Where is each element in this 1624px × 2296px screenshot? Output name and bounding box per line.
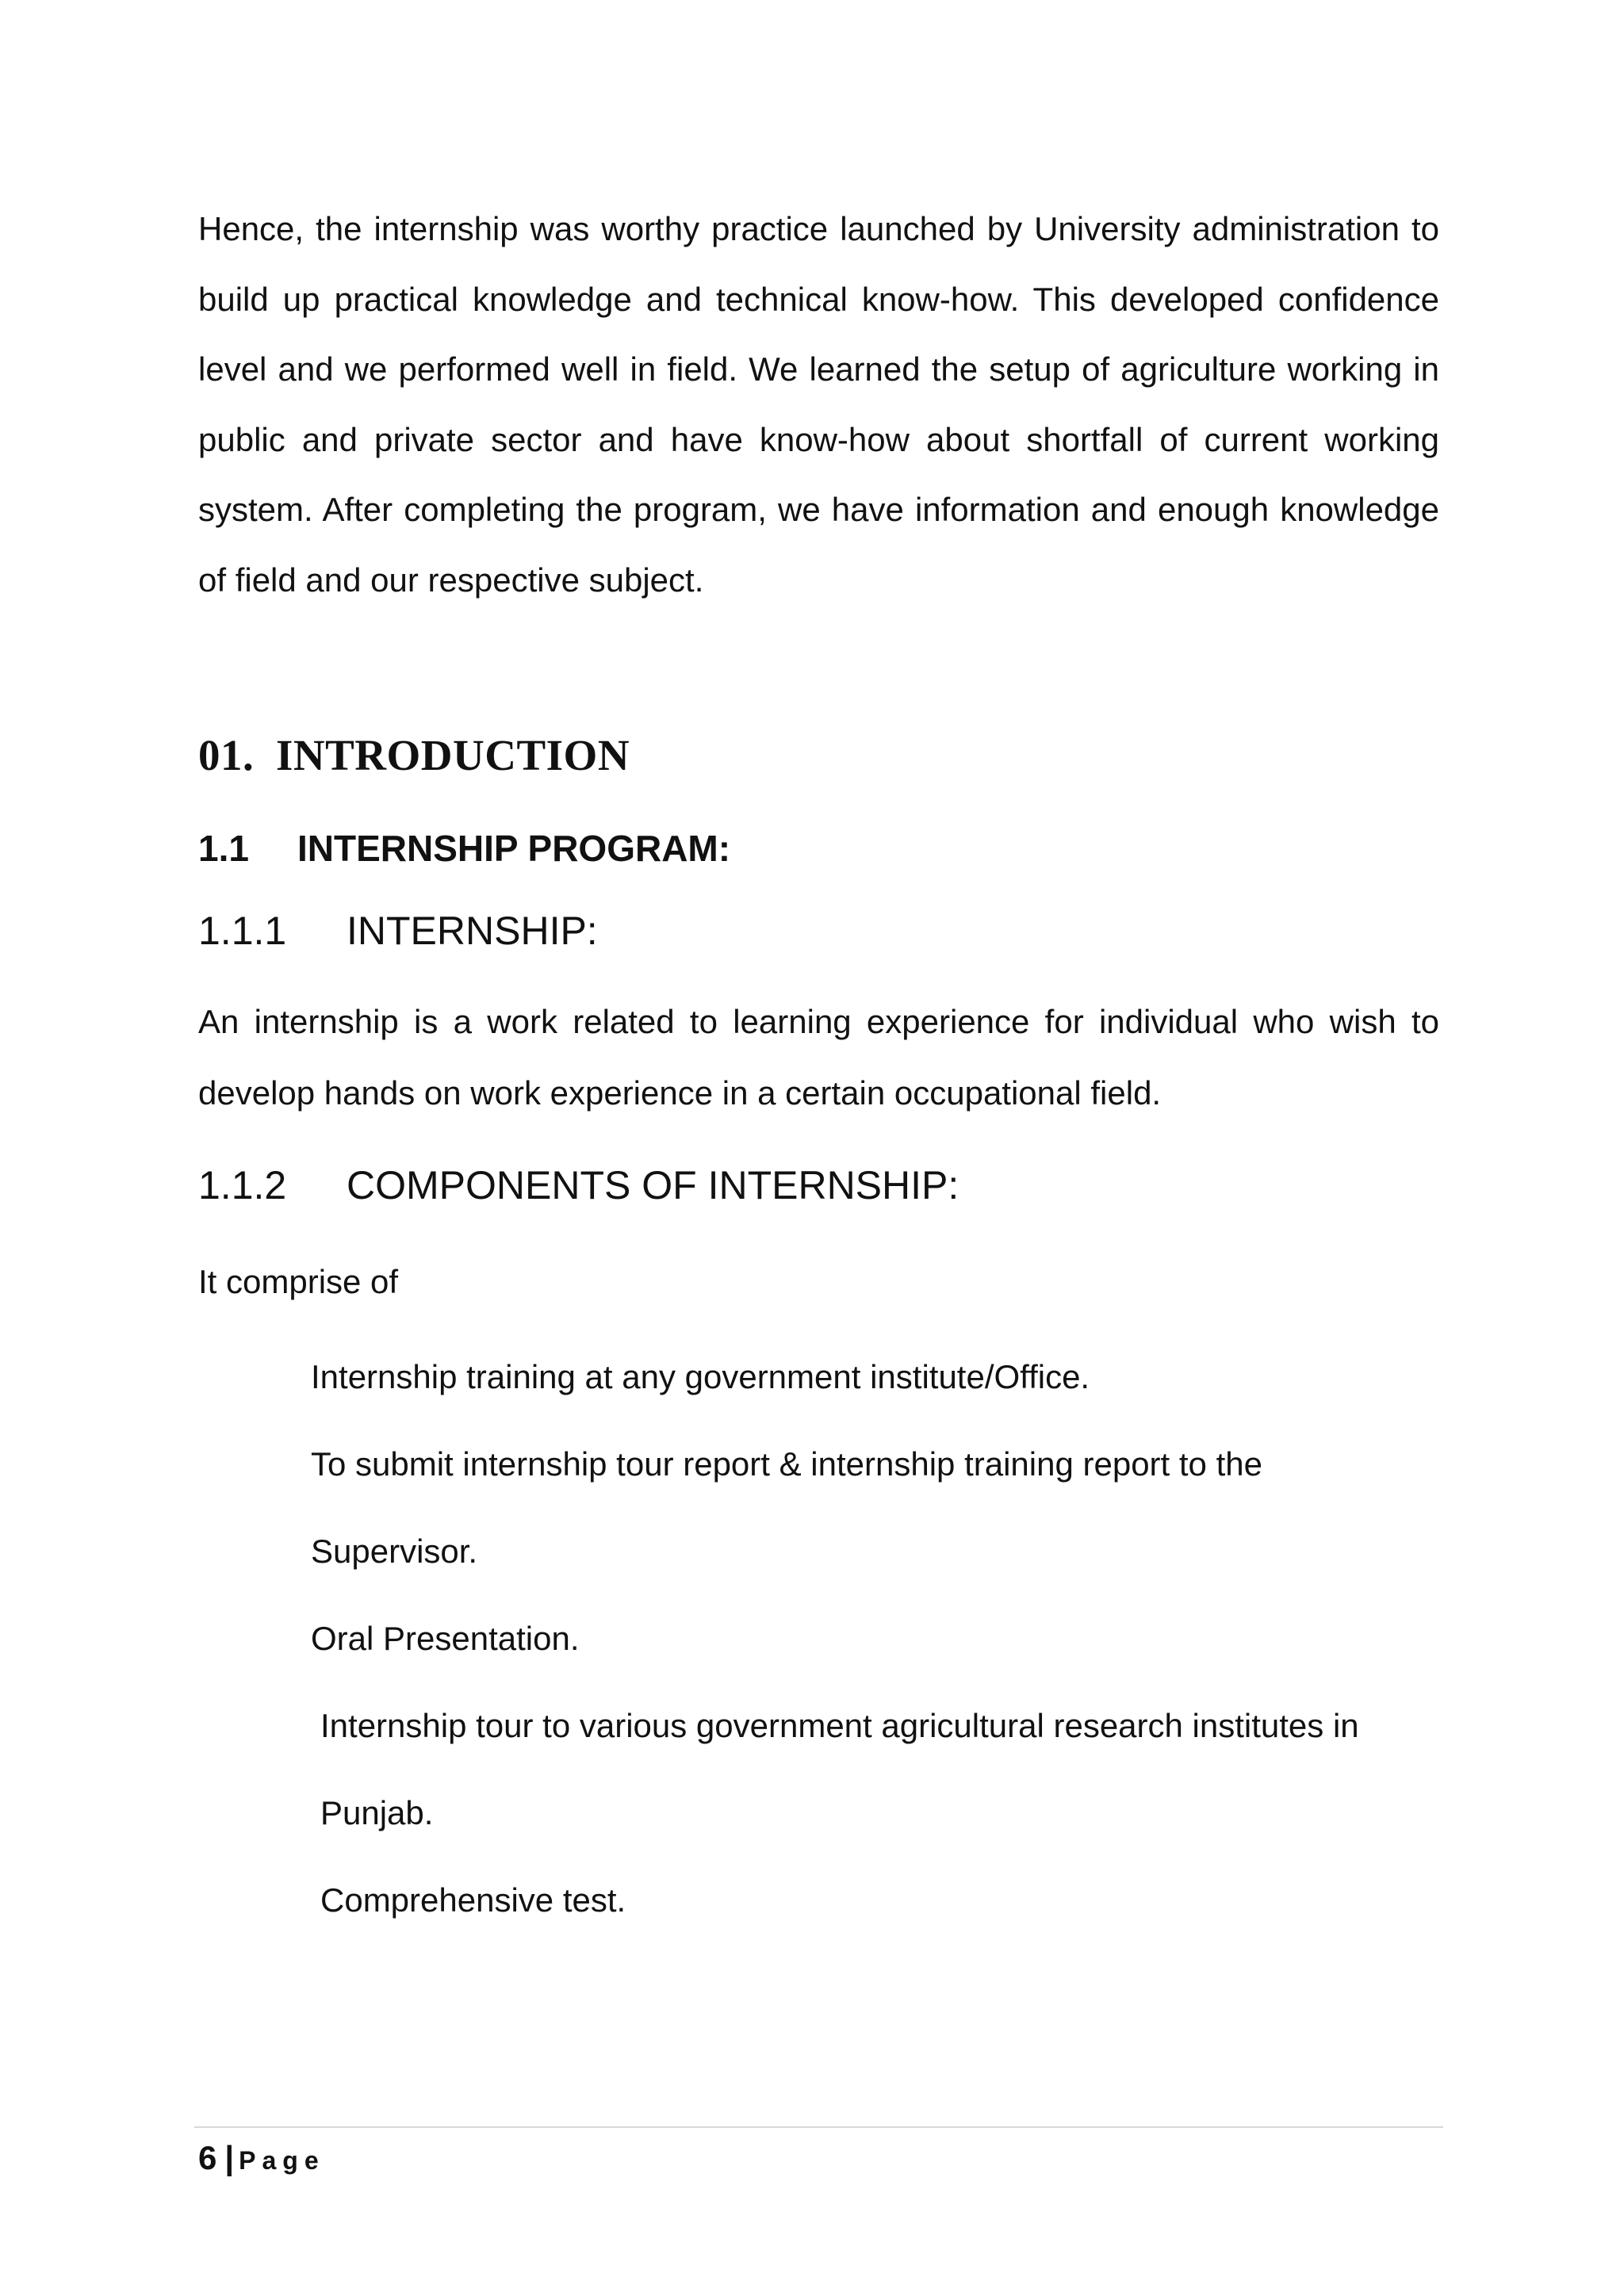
list-item: Internship tour to various government agricultural research institutes in <box>320 1707 1359 1744</box>
list-item: Internship training at any government institute/Office. <box>311 1358 1090 1395</box>
page-label: Page <box>239 2146 325 2175</box>
internship-definition: An internship is a work related to learning experience for individual who wish to develop hands on work experience in a certain occupational field. <box>198 1003 1439 1112</box>
list-item: Punjab. <box>320 1794 434 1831</box>
chapter-title: INTRODUCTION <box>276 731 630 779</box>
list-item: To submit internship tour report & internship training report to the <box>311 1445 1262 1483</box>
subsection-heading-components <box>198 1161 959 1209</box>
subsection-number: 1.1.2 <box>198 1163 287 1207</box>
footer-divider <box>194 2126 1443 2128</box>
section-number: 1.1 <box>198 828 249 869</box>
subsection-title: INTERNSHIP: <box>347 909 598 953</box>
subsection-heading-internship <box>198 907 598 955</box>
footer-separator: | <box>224 2139 235 2176</box>
intro-paragraph: Hence, the internship was worthy practice launched by University administration to build up practical knowledge and technical know-how. This developed confidence level and we performed well in field. We learned the setup of agriculture working in public and private sector and have know-how about shortfall of current working system. After completing the program, we have information and enough knowledge of field and our respective subject. <box>198 210 1439 599</box>
list-item: Supervisor. <box>311 1533 478 1570</box>
list-item: Comprehensive test. <box>320 1881 626 1919</box>
components-list <box>311 1334 1453 1944</box>
subsection-number: 1.1.1 <box>198 909 287 953</box>
subsection-title: COMPONENTS OF INTERNSHIP: <box>347 1163 959 1207</box>
section-heading <box>198 825 730 872</box>
chapter-number: 01. <box>198 731 255 779</box>
list-item: Oral Presentation. <box>311 1620 580 1657</box>
page-number: 6 <box>198 2139 217 2176</box>
page-footer <box>198 2136 325 2183</box>
chapter-heading <box>198 728 630 783</box>
components-lead: It comprise of <box>198 1263 399 1300</box>
section-title: INTERNSHIP PROGRAM: <box>297 828 731 869</box>
